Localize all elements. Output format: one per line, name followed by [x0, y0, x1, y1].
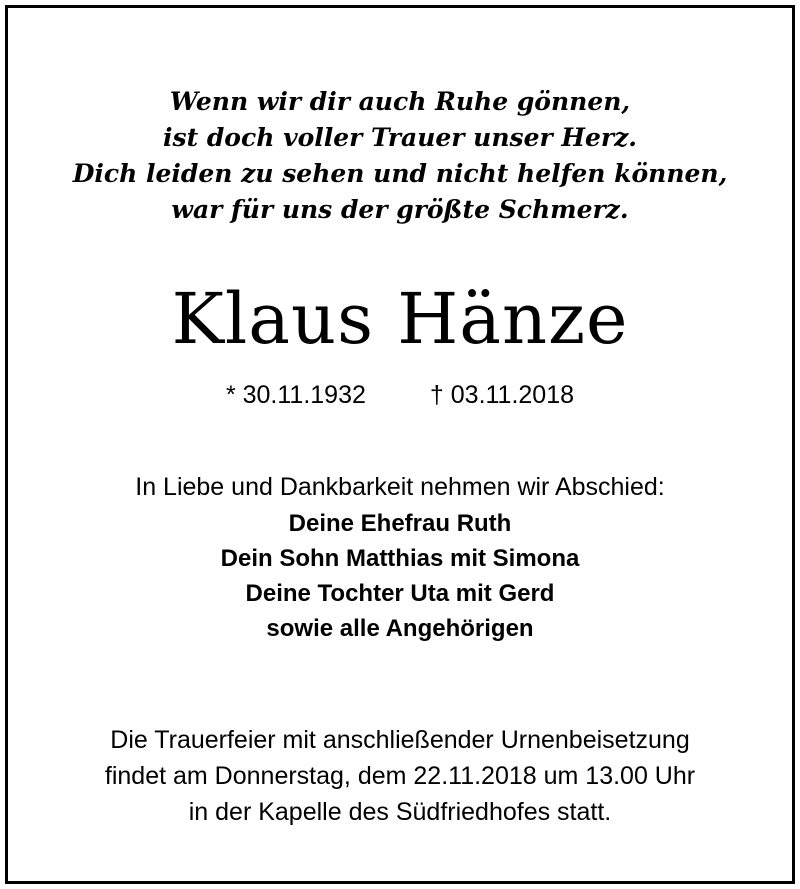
- family-member: Deine Ehefrau Ruth: [288, 510, 512, 537]
- death-date: † 03.11.2018: [429, 381, 575, 409]
- verse-line: war für uns der größte Schmerz.: [171, 195, 629, 224]
- birth-date: * 30.11.1932: [225, 381, 366, 409]
- service-info: [8, 722, 792, 830]
- family-member: Dein Sohn Matthias mit Simona: [220, 545, 580, 572]
- obituary-notice: [5, 5, 795, 884]
- service-line: in der Kapelle des Südfriedhofes statt.: [188, 798, 612, 826]
- service-line: findet am Donnerstag, dem 22.11.2018 um 13.00 Uhr: [104, 762, 696, 790]
- deceased-name: Klaus Hänze: [171, 278, 629, 360]
- verse-line: ist doch voller Trauer unser Herz.: [163, 123, 637, 152]
- verse-line: Dich leiden zu sehen und nicht helfen können,: [72, 159, 728, 188]
- verse-line: Wenn wir dir auch Ruhe gönnen,: [169, 87, 631, 116]
- farewell-intro: In Liebe und Dankbarkeit nehmen wir Abschied:: [135, 473, 665, 501]
- memorial-verse: [8, 84, 792, 228]
- service-line: Die Trauerfeier mit anschließender Urnenbeisetzung: [110, 726, 690, 754]
- life-dates: [8, 380, 792, 410]
- family-member: sowie alle Angehörigen: [266, 615, 534, 642]
- family-list: [8, 506, 792, 646]
- family-member: Deine Tochter Uta mit Gerd: [245, 580, 555, 607]
